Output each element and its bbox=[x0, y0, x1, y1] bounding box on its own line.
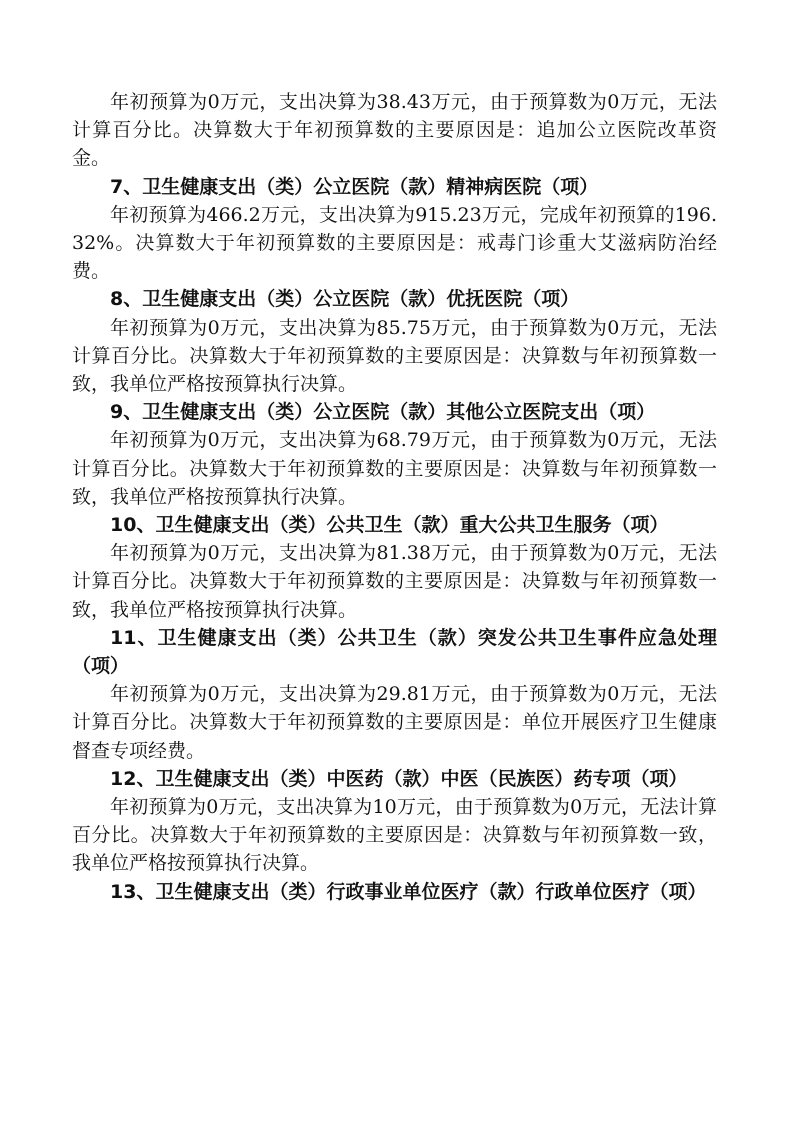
heading-item10: 10、卫生健康支出（类）公共卫生（款）重大公共卫生服务（项） bbox=[110, 514, 669, 537]
paragraph-item7-detail: 年初预算为466.2万元，支出决算为915.23万元，完成年初预算的196.32%。决算数大于年初预算数的主要原因是：戒毒门诊重大艾滋病防治经费。 bbox=[72, 203, 717, 283]
heading-item13: 13、卫生健康支出（类）行政事业单位医疗（款）行政单位医疗（项） bbox=[110, 880, 707, 903]
paragraph-item8-detail: 年初预算为0万元，支出决算为85.75万元，由于预算数为0万元，无法计算百分比。决算数大于年初预算数的主要原因是：决算数与年初预算数一致，我单位严格按预算执行决算。 bbox=[72, 316, 717, 396]
heading-item7: 7、卫生健康支出（类）公立医院（款）精神病医院（项） bbox=[110, 175, 599, 198]
paragraph-item10-detail: 年初预算为0万元，支出决算为81.38万元，由于预算数为0万元，无法计算百分比。决算数大于年初预算数的主要原因是：决算数与年初预算数一致，我单位严格按预算执行决算。 bbox=[72, 542, 717, 621]
paragraph-item9-detail: 年初预算为0万元，支出决算为68.79万元，由于预算数为0万元，无法计算百分比。决算数大于年初预算数的主要原因是：决算数与年初预算数一致，我单位严格按预算执行决算。 bbox=[72, 429, 717, 508]
heading-item12: 12、卫生健康支出（类）中医药（款）中医（民族医）药专项（项） bbox=[110, 767, 688, 790]
heading-item9: 9、卫生健康支出（类）公立医院（款）其他公立医院支出（项） bbox=[110, 401, 656, 424]
document-page bbox=[72, 88, 717, 906]
heading-item11: 11、卫生健康支出（类）公共卫生（款）突发公共卫生事件应急处理（项） bbox=[72, 626, 717, 678]
paragraph-item6-detail: 年初预算为0万元，支出决算为38.43万元，由于预算数为0万元，无法计算百分比。决算数大于年初预算数的主要原因是：追加公立医院改革资金。 bbox=[72, 91, 717, 170]
paragraph-item11-detail: 年初预算为0万元，支出决算为29.81万元，由于预算数为0万元，无法计算百分比。决算数大于年初预算数的主要原因是：单位开展医疗卫生健康督查专项经费。 bbox=[72, 683, 717, 762]
heading-item8: 8、卫生健康支出（类）公立医院（款）优抚医院（项） bbox=[110, 288, 580, 311]
paragraph-item12-detail: 年初预算为0万元，支出决算为10万元，由于预算数为0万元，无法计算百分比。决算数大于年初预算数的主要原因是：决算数与年初预算数一致，我单位严格按预算执行决算。 bbox=[72, 796, 717, 875]
